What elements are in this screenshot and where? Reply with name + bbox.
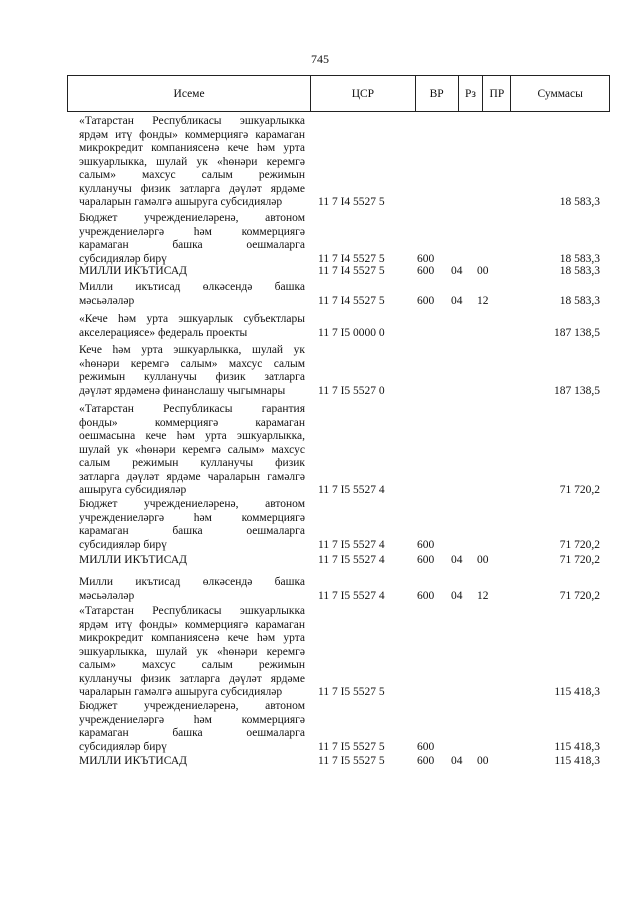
row-name-line: ашыруга субсидияләр (79, 484, 187, 496)
row-name-line: субсидияләр бирү (79, 740, 167, 753)
row-name-line: карамаган башка оешмаларга (79, 525, 305, 537)
row-sum: 115 418,3 (554, 686, 600, 698)
header-csr: ЦСР (311, 76, 416, 111)
row-csr: 11 7 I5 5527 0 (318, 384, 385, 397)
row-csr: 11 7 I4 5527 5 (318, 265, 385, 277)
row-vr: 600 (417, 740, 435, 753)
row-name-line: карамаган башка оешмаларга (79, 727, 305, 739)
row-sum: 18 583,3 (559, 252, 600, 265)
row-csr: 11 7 I4 5527 5 (318, 252, 385, 265)
row-name (79, 403, 305, 498)
row-sum: 18 583,3 (559, 196, 600, 208)
row-sum: 71 720,2 (559, 589, 600, 602)
row-pr: 00 (477, 554, 489, 566)
row-name (79, 265, 305, 279)
row-name-line: субсидияләр бирү (79, 538, 167, 551)
row-name-line: кулланучы физик затларга дәүләт ярдәме (79, 672, 305, 685)
row-name-line: МИЛЛИ ИКЪТИСАД (79, 554, 187, 566)
row-vr: 600 (417, 755, 435, 767)
row-name-line: субсидияләр бирү (79, 252, 167, 265)
row-name (79, 115, 305, 210)
row-pr: 12 (477, 589, 489, 602)
row-csr: 11 7 I5 5527 4 (318, 554, 385, 566)
row-vr: 600 (417, 538, 435, 551)
row-name-line: Бюджет учреждениеләренә, автоном (79, 700, 305, 712)
row-name-line: чараларын гамәлгә ашыруга субсидияләр (79, 686, 283, 698)
row-sum: 187 138,5 (554, 384, 600, 397)
row-name-line: учреждениеләргә һәм коммерциягә (79, 713, 305, 726)
header-name: Исеме (68, 76, 311, 111)
row-name-line: «Татарстан Республикасы гарантия (79, 403, 305, 415)
row-name-line: Милли икътисад өлкәсендә башка (79, 576, 305, 588)
row-vr: 600 (417, 554, 435, 566)
row-name (79, 313, 305, 340)
row-csr: 11 7 I5 5527 4 (318, 589, 385, 602)
row-sum: 71 720,2 (559, 484, 600, 496)
row-name-line: «Кече һәм урта эшкуарлык субъектлары (79, 313, 305, 325)
row-sum: 71 720,2 (559, 538, 600, 551)
row-name-line: учреждениеләргә һәм коммерциягә (79, 225, 305, 238)
row-name (79, 212, 305, 266)
row-csr: 11 7 I5 5527 5 (318, 686, 385, 698)
row-name (79, 498, 305, 552)
row-name-line: МИЛЛИ ИКЪТИСАД (79, 755, 187, 767)
table-header (67, 75, 610, 112)
row-csr: 11 7 I5 0000 0 (318, 326, 385, 339)
row-rz: 04 (451, 265, 463, 277)
row-vr: 600 (417, 589, 435, 602)
row-name-line: «һөнәри керемгә салым» махсус салым (79, 357, 305, 370)
row-name-line: «Татарстан Республикасы эшкуарлыкка (79, 115, 305, 127)
row-pr: 00 (477, 265, 489, 277)
row-sum: 18 583,3 (559, 294, 600, 307)
row-rz: 04 (451, 589, 463, 602)
row-name-line: оешмасына кече һәм урта эшкуарлыкка, (79, 430, 305, 442)
row-name (79, 576, 305, 603)
row-name-line: Милли икътисад өлкәсендә башка (79, 281, 305, 293)
row-rz: 04 (451, 755, 463, 767)
row-name-line: салым» махсус салым режимын (79, 659, 305, 671)
row-name-line: Бюджет учреждениеләренә, автоном (79, 212, 305, 224)
row-name-line: салым режимын кулланучы физик (79, 457, 305, 469)
row-name-line: мәсьәләләр (79, 589, 135, 602)
row-pr: 00 (477, 755, 489, 767)
row-name-line: учреждениеләргә һәм коммерциягә (79, 511, 305, 524)
row-csr: 11 7 I5 5527 5 (318, 755, 385, 767)
row-sum: 18 583,3 (559, 265, 600, 277)
row-name-line: Бюджет учреждениеләренә, автоном (79, 498, 305, 510)
row-csr: 11 7 I5 5527 4 (318, 484, 385, 496)
header-sum: Суммасы (537, 87, 583, 100)
row-csr: 11 7 I4 5527 5 (318, 196, 385, 208)
row-pr: 12 (477, 294, 489, 307)
row-name-line: мәсьәләләр (79, 294, 135, 307)
row-name-line: МИЛЛИ ИКЪТИСАД (79, 265, 187, 277)
row-name-line: ярдәм итү фонды» коммерциягә карамаган (79, 618, 305, 631)
row-name-line: режимын кулланучы физик затларга (79, 371, 305, 383)
row-csr: 11 7 I4 5527 5 (318, 294, 385, 307)
row-sum: 71 720,2 (559, 554, 600, 566)
row-rz: 04 (451, 554, 463, 566)
row-name-line: микрокредит компаниясенә кече һәм урта (79, 632, 305, 644)
row-sum: 187 138,5 (554, 326, 600, 339)
row-vr: 600 (417, 265, 435, 277)
row-name-line: ярдәм итү фонды» коммерциягә карамаган (79, 128, 305, 141)
row-name-line: эшкуарлыкка, шулай ук «һөнәри керемгә (79, 645, 305, 658)
row-name (79, 755, 305, 769)
row-name-line: Кече һәм урта эшкуарлыкка, шулай ук (79, 344, 305, 356)
row-name-line: салым» махсус салым режимын (79, 169, 305, 181)
row-name-line: карамаган башка оешмаларга (79, 239, 305, 251)
row-name (79, 605, 305, 700)
row-name-line: микрокредит компаниясенә кече һәм урта (79, 142, 305, 154)
row-name-line: акселерациясе» федераль проекты (79, 326, 248, 339)
row-name-line: фонды» коммерциягә карамаган (79, 416, 305, 429)
header-rz: Рз (459, 76, 484, 111)
row-name (79, 554, 305, 568)
row-csr: 11 7 I5 5527 4 (318, 538, 385, 551)
row-name-line: затларга дәүләт ярдәме чараларын гамәлгә (79, 470, 305, 483)
row-name-line: чараларын гамәлгә ашыруга субсидияләр (79, 196, 283, 208)
row-name-line: эшкуарлыкка, шулай ук «һөнәри керемгә (79, 155, 305, 168)
header-pr: ПР (483, 76, 511, 111)
row-name (79, 281, 305, 308)
row-csr: 11 7 I5 5527 5 (318, 740, 385, 753)
row-vr: 600 (417, 252, 435, 265)
header-vr: ВР (416, 76, 459, 111)
row-name-line: шулай ук «һөнәри керемгә салым» махсус (79, 443, 305, 456)
page-number: 745 (311, 52, 329, 66)
row-name-line: дәүләт ярдәменә финанслашу чыгымнары (79, 384, 286, 397)
row-name (79, 700, 305, 754)
row-name (79, 344, 305, 398)
row-name-line: «Татарстан Республикасы эшкуарлыкка (79, 605, 305, 617)
row-rz: 04 (451, 294, 463, 307)
row-sum: 115 418,3 (554, 740, 600, 753)
row-sum: 115 418,3 (554, 755, 600, 767)
row-vr: 600 (417, 294, 435, 307)
row-name-line: кулланучы физик затларга дәүләт ярдәме (79, 182, 305, 195)
